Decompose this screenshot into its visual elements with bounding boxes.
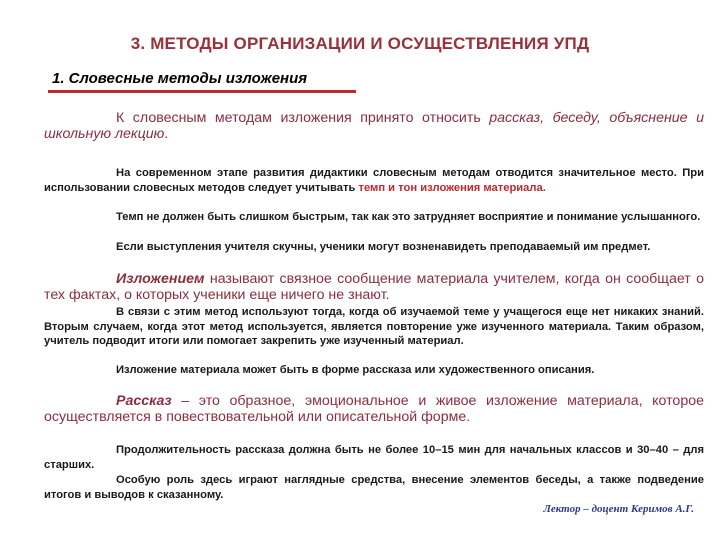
- lecturer-signature: Лектор – доцент Керимов А.Г.: [543, 503, 694, 515]
- story-duration-paragraph: Продолжительность рассказа должна быть не более 10–15 мин для начальных классов и 30–40 – для старших.: [44, 444, 704, 471]
- story-definition: [44, 393, 704, 425]
- story-definition-text: – это образное, эмоциональное и живое изложение материала, которое осуществляется в повествовательной или описательной форме.: [44, 393, 704, 426]
- exposition-usage-paragraph: В связи с этим метод используют тогда, когда об изучаемой теме у учащегося еще нет никаких знаний. Вторым случаем, когда этот метод используется, является повторение уже изученного материала. Таким образом, учитель подводит итоги или помогает закрепить уже изученный материал.: [44, 306, 704, 348]
- didactics-paragraph: [44, 166, 704, 195]
- tempo-paragraph: Темп не должен быть слишком быстрым, так как это затрудняет восприятие и понимание услышанного.: [116, 211, 701, 223]
- tempo-highlight: темп и тон изложения материала.: [358, 181, 546, 194]
- exposition-form-paragraph: Изложение материала может быть в форме рассказа или художественного описания.: [116, 364, 595, 376]
- section-subtitle: 1. Словесные методы изложения: [52, 70, 308, 87]
- exposition-definition: [44, 271, 704, 303]
- exposition-definition-text: называют связное сообщение материала учителем, когда он сообщает о тех фактах, о которых ученики еще ничего не знают.: [44, 271, 704, 304]
- subtitle-underline: [48, 90, 356, 93]
- intro-text: К словесным методам изложения принято относить: [116, 110, 490, 126]
- exposition-term: Изложением: [116, 271, 205, 287]
- intro-emphasis: рассказ, беседу, объяснение и школьную лекцию: [44, 110, 704, 143]
- boring-paragraph: Если выступления учителя скучны, ученики могут возненавидеть преподаваемый им предмет.: [116, 241, 651, 253]
- page-title: 3. МЕТОДЫ ОРГАНИЗАЦИИ И ОСУЩЕСТВЛЕНИЯ УПД: [130, 34, 590, 53]
- intro-tail: .: [164, 126, 169, 143]
- intro-paragraph: [44, 110, 704, 142]
- didactics-text: На современном этапе развития дидактики словесным методам отводится значительное место. При использовании словесных методов следует учитывать: [44, 167, 704, 194]
- story-term: Рассказ: [116, 393, 172, 409]
- story-visual-aids-paragraph: Особую роль здесь играют наглядные средства, внесение элементов беседы, а также подведение итогов и выводов к сказанному.: [44, 474, 704, 501]
